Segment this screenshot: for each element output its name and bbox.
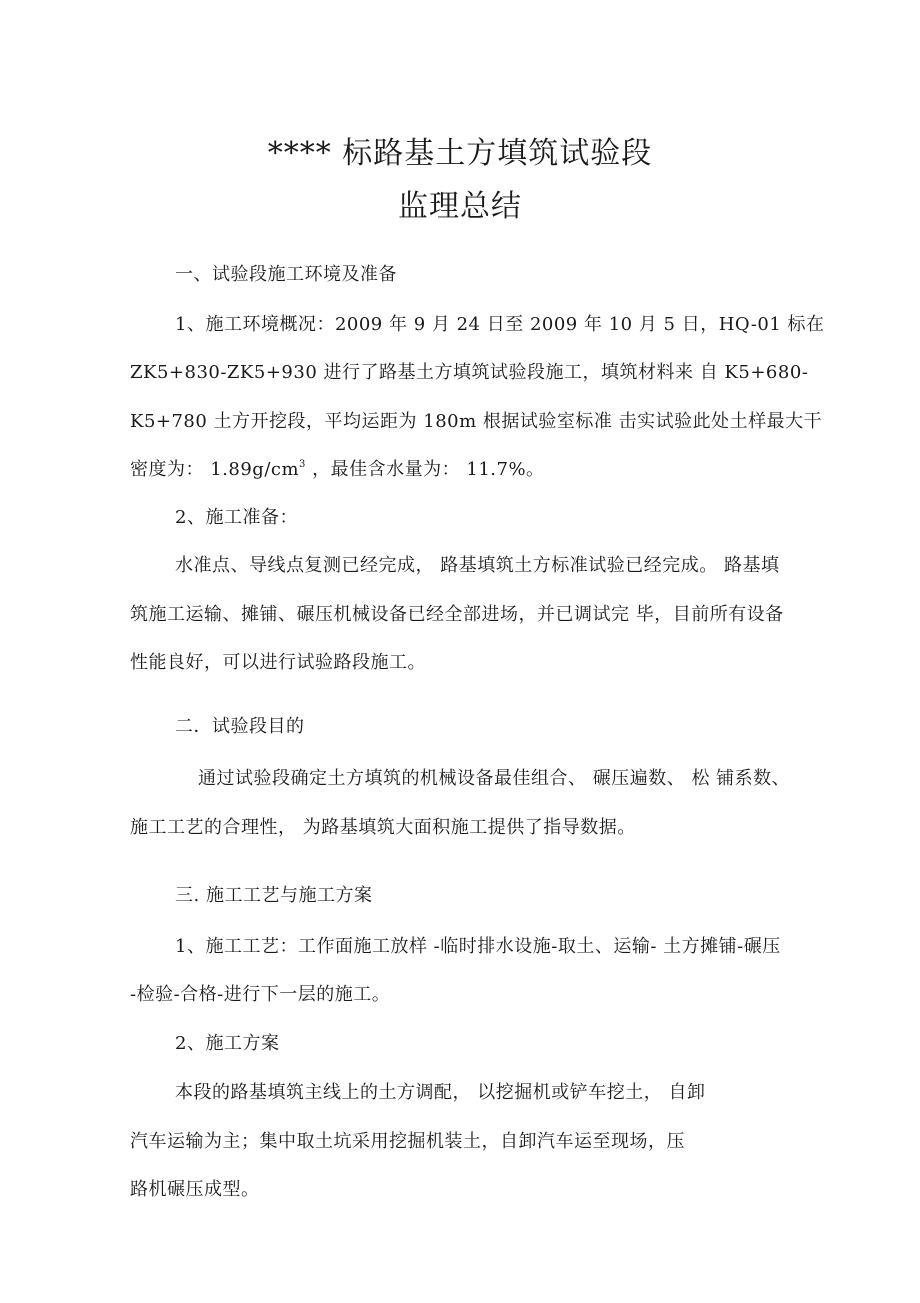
moisture-text: ，最佳含水量为： 11.7%。 xyxy=(305,459,545,480)
paragraph-line: -检验-合格-进行下一层的施工。 xyxy=(130,984,391,1005)
paragraph-line: 通过试验段确定土方填筑的机械设备最佳组合、 碾压遍数、 松 铺系数、 xyxy=(198,768,791,789)
paragraph-line: ZK5+830-ZK5+930 进行了路基土方填筑试验段施工，填筑材料来 自 K5+680- xyxy=(130,362,809,383)
document-title-line-2: 监理总结 xyxy=(398,189,522,224)
item-heading: 2、施工准备： xyxy=(175,507,298,528)
paragraph-line: 1、施工工艺：工作面施工放样 -临时排水设施-取土、运输- 土方摊铺-碾压 xyxy=(175,936,781,957)
paragraph-line: 路机碾压成型。 xyxy=(130,1179,260,1200)
section-1-heading: 一、试验段施工环境及准备 xyxy=(175,264,397,285)
density-superscript: 3 xyxy=(299,459,306,470)
paragraph-line: K5+780 土方开挖段，平均运距为 180m 根据试验室标准 击实试验此处土样最大干 xyxy=(130,411,823,432)
section-2-heading: 二．试验段目的 xyxy=(175,716,305,737)
paragraph-line: 性能良好，可以进行试验路段施工。 xyxy=(130,652,426,673)
paragraph-line: 汽车运输为主；集中取土坑采用挖掘机装土，自卸汽车运至现场，压 xyxy=(130,1131,685,1152)
item-heading: 2、施工方案 xyxy=(175,1033,280,1054)
paragraph-line: 1、施工环境概况：2009 年 9 月 24 日至 2009 年 10 月 5 日，HQ-01 标在 xyxy=(175,314,825,335)
density-text: 密度为： 1.89g/cm xyxy=(130,459,300,480)
paragraph-line: 本段的路基填筑主线上的土方调配， 以挖掘机或铲车挖土， 自卸 xyxy=(175,1082,706,1103)
document-title-line-1: **** 标路基土方填筑试验段 xyxy=(267,136,653,171)
density-line xyxy=(130,458,545,482)
paragraph-line: 水准点、导线点复测已经完成， 路基填筑土方标准试验已经完成。 路基填 xyxy=(175,555,780,576)
section-3-heading: 三. 施工工艺与施工方案 xyxy=(175,885,373,906)
paragraph-line: 施工工艺的合理性， 为路基填筑大面积施工提供了指导数据。 xyxy=(130,817,636,838)
paragraph-line: 筑施工运输、摊铺、碾压机械设备已经全部进场，并已调试完 毕，目前所有设备 xyxy=(130,604,784,625)
